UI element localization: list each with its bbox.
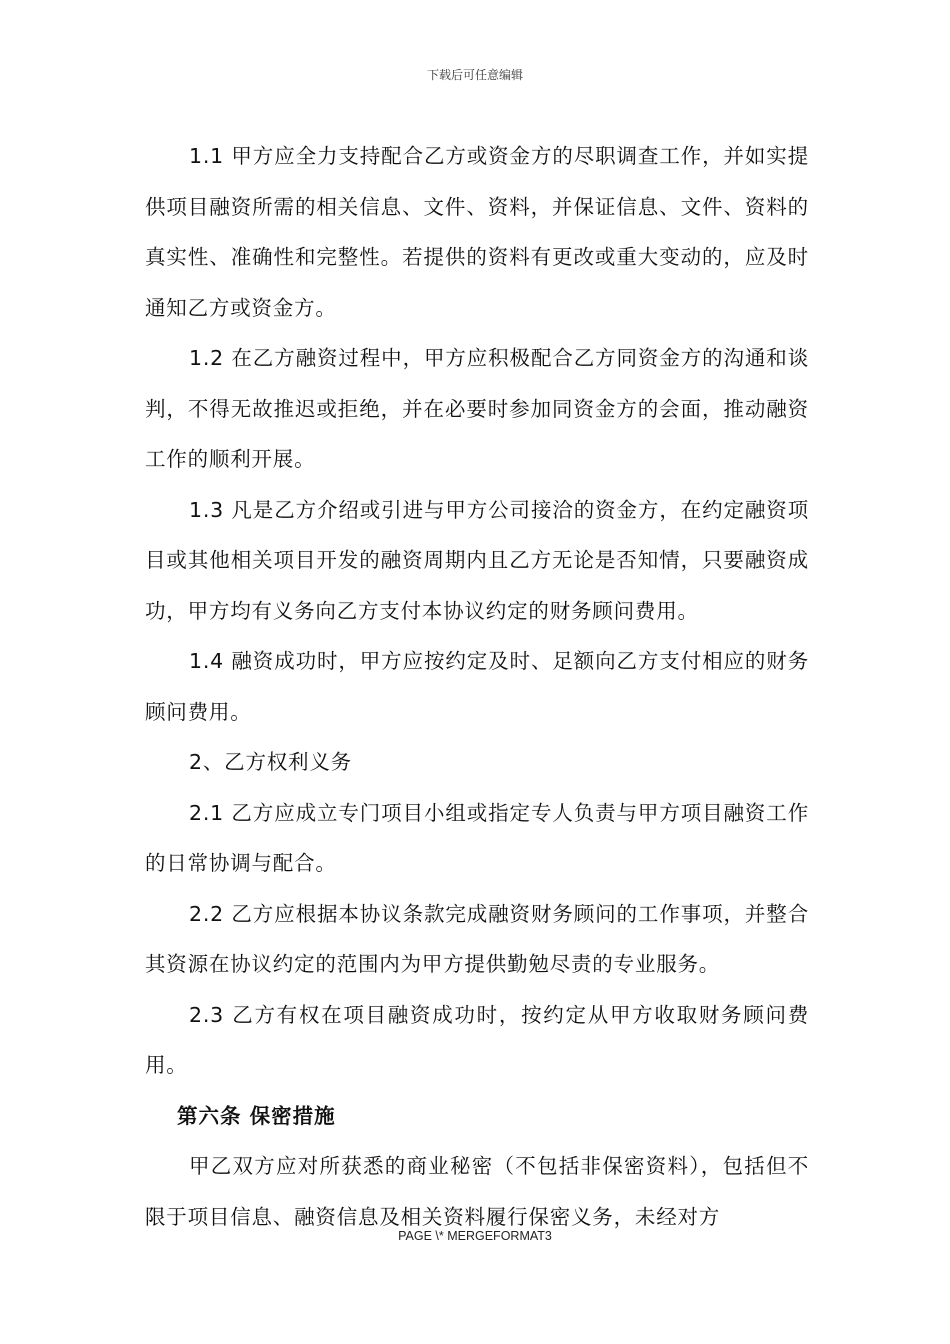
paragraph-2-3: 2.3 乙方有权在项目融资成功时，按约定从甲方收取财务顾问费用。 xyxy=(145,1002,809,1077)
paragraph-1-3: 1.3 凡是乙方介绍或引进与甲方公司接洽的资金方，在约定融资项目或其他相关项目开发的融资周期内且乙方无论是否知情，只要融资成功，甲方均有义务向乙方支付本协议约定的财务顾问费用。 xyxy=(145,497,809,623)
paragraph-confidentiality: 甲乙双方应对所获悉的商业秘密（不包括非保密资料），包括但不限于项目信息、融资信息及相关资料履行保密义务，未经对方 xyxy=(145,1154,809,1229)
paragraph-1-1: 1.1 甲方应全力支持配合乙方或资金方的尽职调查工作，并如实提供项目融资所需的相关信息、文件、资料，并保证信息、文件、资料的真实性、准确性和完整性。若提供的资料有更改或重大变动的，应及时通知乙方或资金方。 xyxy=(145,144,809,320)
paragraph-1-2: 1.2 在乙方融资过程中，甲方应积极配合乙方同资金方的沟通和谈判，不得无故推迟或拒绝，并在必要时参加同资金方的会面，推动融资工作的顺利开展。 xyxy=(145,346,809,471)
paragraph-2-1: 2.1 乙方应成立专门项目小组或指定专人负责与甲方项目融资工作的日常协调与配合。 xyxy=(145,800,809,875)
document-body xyxy=(145,131,809,1242)
paragraph-1-4: 1.4 融资成功时，甲方应按约定及时、足额向乙方支付相应的财务顾问费用。 xyxy=(145,649,809,724)
page-header: 下载后可任意编辑 xyxy=(426,68,523,82)
page-footer: PAGE \* MERGEFORMAT3 xyxy=(398,1229,552,1243)
paragraph-2-2: 2.2 乙方应根据本协议条款完成融资财务顾问的工作事项，并整合其资源在协议约定的范围内为甲方提供勤勉尽责的专业服务。 xyxy=(145,901,809,976)
section-party-b-rights: 2、乙方权利义务 xyxy=(189,750,352,774)
section-heading-confidentiality: 第六条 保密措施 xyxy=(177,1103,336,1128)
